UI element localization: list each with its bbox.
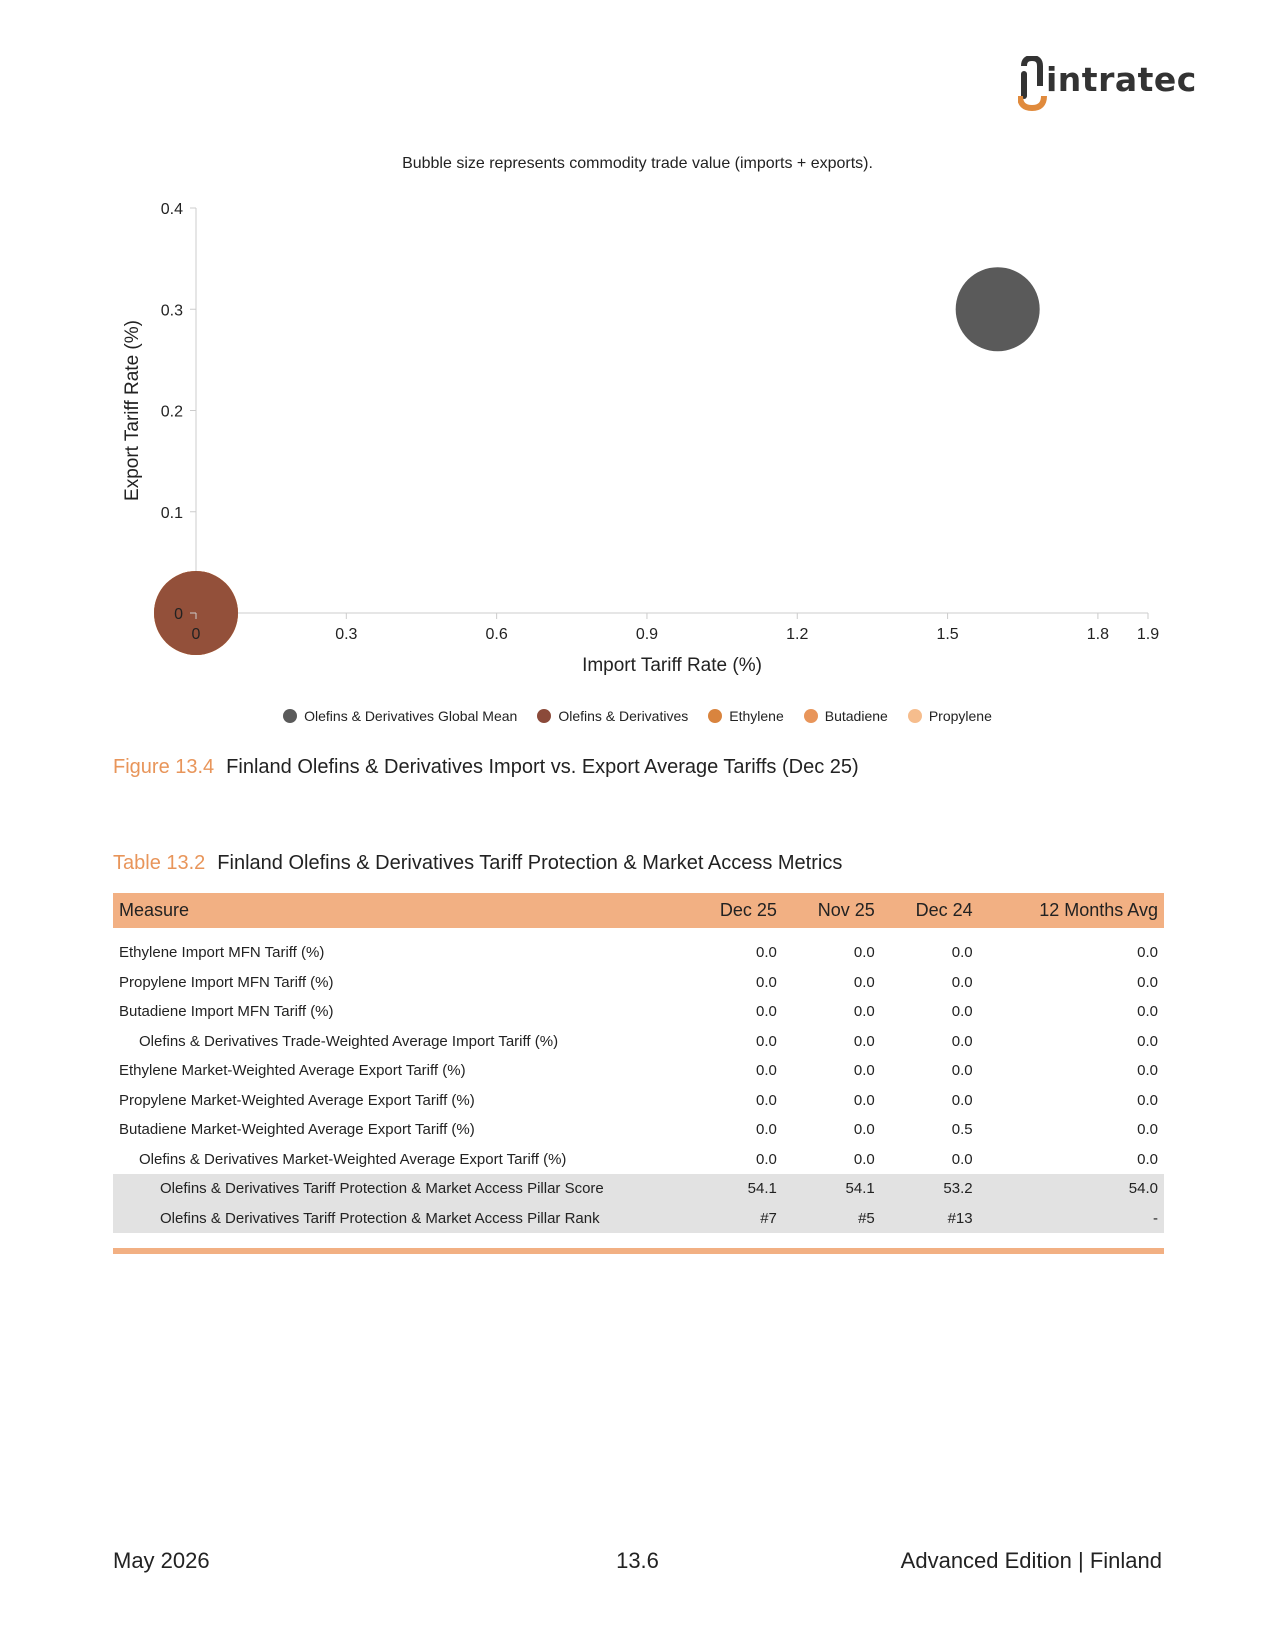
figure-caption [113, 756, 859, 779]
table-number: Table 13.2 [113, 852, 206, 874]
metrics-table [113, 893, 1164, 1233]
value-cell: 0.0 [951, 973, 973, 991]
value-cell: 54.1 [783, 1174, 881, 1204]
value-cell: 0.0 [951, 1003, 973, 1021]
column-header: Measure [113, 893, 685, 928]
legend-item-global-mean [283, 708, 517, 724]
value-cell: 0.0 [951, 1150, 973, 1168]
chart-legend [0, 708, 1275, 724]
value-cell: 54.1 [685, 1174, 783, 1204]
bubble-chart [0, 190, 1275, 680]
y-tick-label: 0.2 [160, 403, 183, 421]
value-cell: 0.0 [756, 1032, 777, 1050]
legend-label: Olefins & Derivatives [558, 708, 689, 724]
table-caption [113, 852, 842, 875]
legend-marker [804, 709, 818, 723]
footer-date: May 2026 [113, 1548, 210, 1573]
value-cell: 0.0 [756, 1003, 777, 1021]
value-cell: 0.0 [951, 944, 973, 962]
table-title: Finland Olefins & Derivatives Tariff Protection & Market Access Metrics [217, 852, 843, 874]
measure-cell: Propylene Market-Weighted Average Export Tariff (%) [119, 1091, 475, 1109]
y-tick-label: 0.1 [160, 504, 183, 522]
value-cell: #7 [685, 1204, 783, 1234]
value-cell: 0.0 [1137, 1032, 1158, 1050]
legend-item-butadiene [804, 708, 888, 724]
measure-cell: Propylene Import MFN Tariff (%) [119, 973, 334, 991]
column-header: Nov 25 [783, 893, 881, 928]
value-cell: 0.5 [951, 1121, 973, 1139]
legend-label: Ethylene [729, 708, 784, 724]
measure-cell: Olefins & Derivatives Trade-Weighted Average Import Tariff (%) [139, 1032, 559, 1050]
table-row-pillar-score [113, 1174, 1164, 1204]
value-cell: 0.0 [756, 1121, 777, 1139]
y-axis-title: Export Tariff Rate (%) [122, 320, 143, 501]
bubble-point [956, 267, 1040, 351]
value-cell: 0.0 [756, 1062, 777, 1080]
logo-text: intratec [1046, 60, 1197, 99]
x-tick-label: 0 [191, 626, 201, 643]
value-cell: 53.2 [881, 1174, 979, 1204]
value-cell: 0.0 [853, 1062, 875, 1080]
value-cell: 0.0 [951, 1032, 973, 1050]
column-header: Dec 24 [881, 893, 979, 928]
legend-item-ethylene [708, 708, 783, 724]
measure-cell: Olefins & Derivatives Tariff Protection & Market Access Pillar Score [113, 1174, 685, 1204]
figure-title: Finland Olefins & Derivatives Import vs. Export Average Tariffs (Dec 25) [226, 756, 859, 778]
legend-label: Olefins & Derivatives Global Mean [304, 708, 518, 724]
value-cell: 0.0 [1137, 1150, 1158, 1168]
value-cell: 0.0 [853, 1150, 875, 1168]
value-cell: 0.0 [853, 944, 875, 962]
table-row [113, 997, 1164, 1027]
value-cell: 0.0 [1137, 1121, 1158, 1139]
value-cell: #5 [783, 1204, 881, 1234]
footer-page-number: 13.6 [616, 1548, 659, 1573]
column-header: 12 Months Avg [979, 893, 1164, 928]
x-axis-title: Import Tariff Rate (%) [582, 655, 762, 676]
value-cell: 0.0 [1137, 1003, 1158, 1021]
value-cell: 0.0 [756, 1091, 777, 1109]
x-tick-label: 1.2 [786, 626, 809, 643]
table-row [113, 1056, 1164, 1086]
x-tick-label: 0.9 [635, 626, 659, 643]
table-bottom-rule [113, 1248, 1164, 1254]
table-row [113, 1027, 1164, 1057]
measure-cell: Olefins & Derivatives Tariff Protection & Market Access Pillar Rank [113, 1204, 685, 1234]
legend-label: Propylene [928, 708, 992, 724]
figure-number: Figure 13.4 [113, 756, 215, 778]
column-header: Dec 25 [685, 893, 783, 928]
y-tick-label: 0.4 [160, 201, 183, 218]
table-row [113, 1086, 1164, 1116]
footer-edition: Advanced Edition | Finland [900, 1548, 1162, 1573]
legend-marker [708, 709, 722, 723]
x-tick-label: 0.6 [485, 626, 508, 643]
legend-item-propylene [908, 708, 992, 724]
value-cell: 54.0 [979, 1174, 1164, 1204]
value-cell: 0.0 [951, 1091, 973, 1109]
x-tick-label: 1.8 [1086, 626, 1110, 643]
x-tick-label: 1.5 [936, 626, 959, 643]
chart-subtitle: Bubble size represents commodity trade value (imports + exports). [402, 155, 873, 172]
table-row [113, 1115, 1164, 1145]
legend-marker [537, 709, 551, 723]
value-cell: 0.0 [853, 1003, 875, 1021]
x-tick-label: 1.9 [1136, 626, 1160, 643]
y-tick-label: 0.3 [160, 302, 183, 320]
value-cell: 0.0 [756, 1150, 777, 1168]
value-cell: 0.0 [1137, 1062, 1158, 1080]
value-cell: 0.0 [756, 944, 777, 962]
legend-label: Butadiene [824, 708, 888, 724]
table-row-pillar-rank [113, 1204, 1164, 1234]
value-cell: - [979, 1204, 1164, 1234]
measure-cell: Butadiene Market-Weighted Average Export Tariff (%) [119, 1121, 475, 1139]
value-cell: 0.0 [1137, 944, 1158, 962]
table-row [113, 938, 1164, 968]
table-row [113, 968, 1164, 998]
value-cell: 0.0 [853, 1091, 875, 1109]
measure-cell: Ethylene Market-Weighted Average Export Tariff (%) [119, 1062, 466, 1080]
value-cell: #13 [881, 1204, 979, 1234]
value-cell: 0.0 [853, 1032, 875, 1050]
table-row [113, 1145, 1164, 1175]
legend-item-olefins [537, 708, 688, 724]
value-cell: 0.0 [853, 973, 875, 991]
value-cell: 0.0 [1137, 973, 1158, 991]
table-header-row [113, 893, 1164, 928]
measure-cell: Butadiene Import MFN Tariff (%) [119, 1003, 334, 1021]
legend-marker [283, 709, 297, 723]
x-tick-label: 0.3 [335, 626, 358, 643]
legend-marker [908, 709, 922, 723]
y-tick-label: 0 [174, 606, 183, 623]
value-cell: 0.0 [951, 1062, 973, 1080]
measure-cell: Ethylene Import MFN Tariff (%) [119, 944, 325, 962]
value-cell: 0.0 [1137, 1091, 1158, 1109]
value-cell: 0.0 [853, 1121, 875, 1139]
value-cell: 0.0 [756, 973, 777, 991]
measure-cell: Olefins & Derivatives Market-Weighted Average Export Tariff (%) [139, 1150, 567, 1168]
